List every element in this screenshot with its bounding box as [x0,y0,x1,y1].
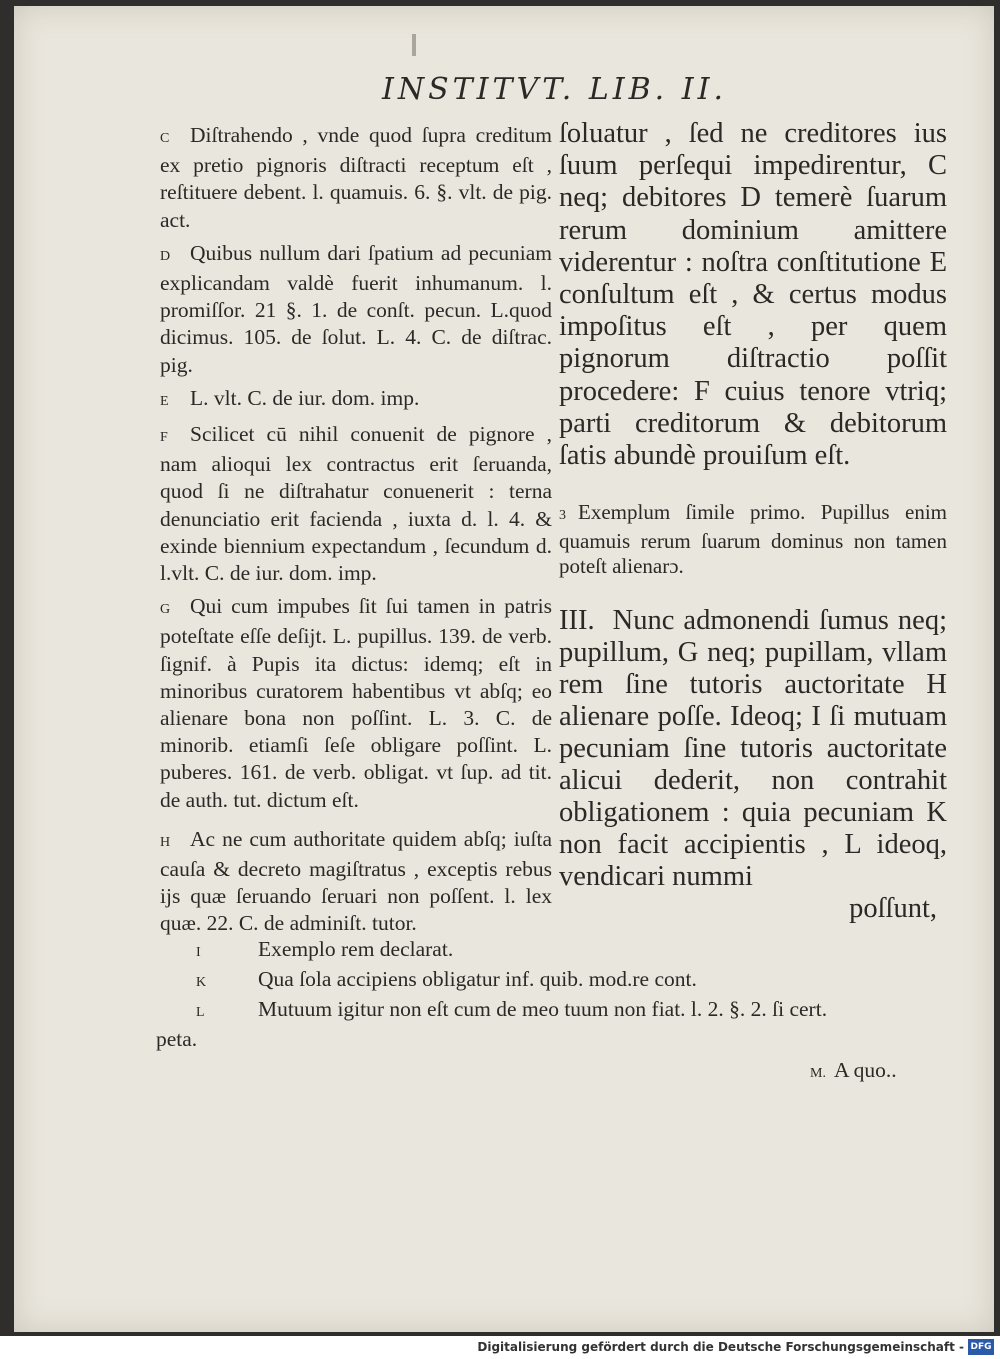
note-text: Quibus nullum dari ſpatium ad pecuniam explicandam valdè fuerit inhumanum. l. promiſſor. 21 §. 1. de conſt. pecun. L.quod dicimus. 105. de ſolut. L. 4. C. de diſtrac. pig. [160,240,552,377]
main-text-continuation: ſoluatur , ſed ne creditores ius ſuum perſequi impedirentur, C neq; debitores D temerè ſuarum rerum dominium amittere viderentur : noſtra conſtitutione E conſultum eſt , & certus modus impoſitus eſt , per quem pignorum diſtractio poſſit procedere: F cuius tenore vtriq; parti creditorum & debitorum ſatis abundè prouiſum eſt. [559,118,947,472]
catchword-tag: M. [810,1066,826,1081]
book-page [14,6,994,1332]
paragraph-3 [559,605,947,893]
footer-bar [0,1336,1000,1359]
note-e [160,385,552,415]
running-title: INSTITVT. LIB. II. [382,72,727,107]
note-text: Ac ne cum authoritate quidem abſq; iuſta cauſa & decreto magiſtratus , exceptis rebus ijs quæ ſeruando ſeruari non poſſent. l. lex quæ. 22. C. de adminiſt. tutor. [160,826,552,936]
note-text: Scilicet cū nihil conuenit de pignore , nam alioqui lex contractus erit ſeruanda, quod ſi ne diſtrahatur conuenerit : terna denunciatio erit facienda , iuxta d. l. 4. & exinde biennium expectandum , ſecundum d. l.vlt. C. de iur. dom. imp. [160,422,552,586]
paragraph-text: Nunc admonendi ſumus neq; pupillum, G neq; pupillam, vllam rem ſine tutoris auctoritate H alienare poſſe. Ideoq; I ſi mutuam pecuniam ſine tutoris auctoritate alicui dederit, non contrahit obligationem : quia pecuniam K non facit accipientis , L ideoq, vendicari nummi [559,604,947,892]
note-tag: H [160,834,172,850]
paragraph-number: III. [559,604,595,636]
note-l [176,996,956,1026]
note-text: Exemplo rem declarat. [258,937,454,961]
note-d [160,240,552,379]
side-note-3 [559,500,947,578]
note-h [160,826,552,938]
catchword-text: A quo.. [833,1058,897,1082]
note-i [176,936,956,966]
note-tag: K [196,975,207,990]
paragraph-last-word: poſſunt, [849,892,937,924]
note-tag: E [160,393,170,409]
main-text-column [559,118,947,925]
left-notes-column [160,122,552,944]
note-text: Qua ſola accipiens obligatur inf. quib. mod.re cont. [258,967,697,991]
note-f [160,421,552,587]
note-text: Mutuum igitur non eſt cum de meo tuum non fiat. l. 2. §. 2. ſi cert. [258,997,828,1021]
note-tag: G [160,602,172,618]
note-tag: D [160,248,172,264]
note-tag: C [160,131,171,146]
bottom-notes [156,936,956,1052]
note-text: L. vlt. C. de iur. dom. imp. [190,385,420,410]
note-k [176,966,956,996]
catchword [810,1058,897,1083]
note-text: Qui cum impubes ſit ſui tamen in patris poteſtate eſſe deſijt. L. pupillus. 139. de verb. ſignif. à Pupis ita dictus: idemq; eſt in minoribus curatorem habentibus vt abſq; eo alienare bona non poſſint. L. 3. C. de minorib. etiamſi ſeſe obligare poſſint. L. puberes. 161. de verb. obligat. vt ſup. ad tit. de auth. tut. dictum eſt. [160,594,552,812]
note-tag: I [196,945,201,960]
note-c [160,122,552,234]
note-g [160,593,552,814]
note-tag: L [196,1005,205,1020]
funding-notice: Digitalisierung gefördert durch die Deutsche Forschungsgemeinschaft - [477,1340,964,1354]
note-tag: F [160,430,169,446]
note-l-continuation: peta. [156,1027,198,1051]
gutter-mark [412,34,416,56]
note-tag: 3 [559,508,566,524]
dfg-logo: DFG [968,1339,994,1355]
note-text: Diſtrahendo , vnde quod ſupra creditum ex pretio pignoris diſtracti receptum eſt , reſtituere debent. l. quamuis. 6. §. vlt. de pig. act. [160,123,552,232]
note-text: Exemplum ſimile primo. Pupillus enim quamuis rerum ſuarum dominus non tamen poteſt alienarɔ. [559,500,947,578]
